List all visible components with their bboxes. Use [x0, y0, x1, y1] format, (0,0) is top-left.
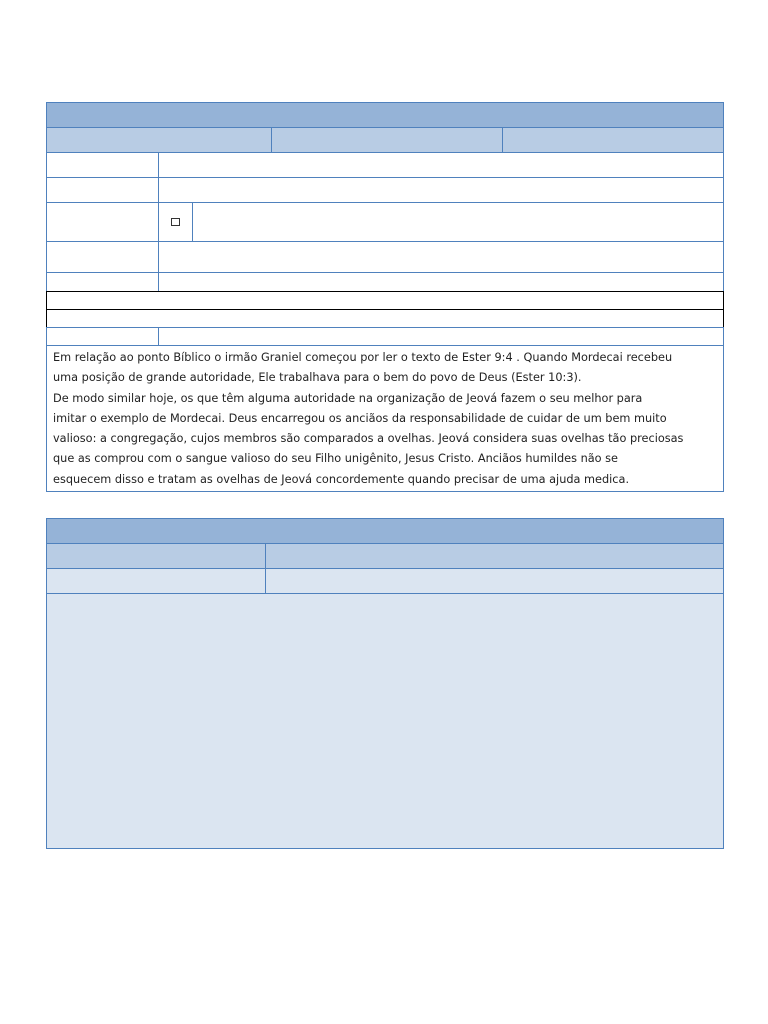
form1-row5-label — [46, 272, 159, 292]
notes-paragraph — [46, 345, 724, 492]
form1-row8-field[interactable] — [158, 327, 724, 346]
form2-row1-field-1[interactable] — [46, 568, 266, 594]
form1-row4-field[interactable] — [158, 241, 724, 273]
form2-notes-area[interactable] — [46, 593, 724, 849]
notes-line-3: De modo similar hoje, os que têm alguma autoridade na organização de Jeová fazem o seu melhor para — [53, 391, 643, 405]
notes-line-2: uma posição de grande autoridade, Ele trabalhava para o bem do povo de Deus (Ester 10:3). — [53, 371, 582, 385]
form1-row1-field[interactable] — [158, 152, 724, 178]
notes-line-5: valioso: a congregação, cujos membros são comparados a ovelhas. Jeová considera suas ovelhas tão preciosas — [53, 432, 684, 446]
form2-row1-field-2[interactable] — [265, 568, 724, 594]
form2-header-cell-1 — [46, 543, 266, 569]
notes-line-6: que as comprou com o sangue valioso do seu Filho unigênito, Jesus Cristo. Anciãos humildes não se — [53, 452, 619, 466]
form1-row6-full[interactable] — [46, 291, 724, 310]
form1-row4-label — [46, 241, 159, 273]
notes-line-4: imitar o exemplo de Mordecai. Deus encarregou os anciãos da responsabilidade de cuidar de um bem muito — [53, 411, 667, 425]
form1-row3-label — [46, 202, 159, 242]
form1-row5-field[interactable] — [158, 272, 724, 292]
form1-checkbox[interactable] — [171, 218, 180, 226]
form1-title-bar — [46, 102, 724, 128]
form1-row2-field[interactable] — [158, 177, 724, 203]
form2-title-bar — [46, 518, 724, 544]
form1-row2-label — [46, 177, 159, 203]
form1-header-cell-1 — [46, 127, 272, 153]
form1-header-cell-3 — [502, 127, 724, 153]
form1-header-cell-2 — [271, 127, 503, 153]
form1-row8-label — [46, 327, 159, 346]
notes-line-1: Em relação ao ponto Bíblico o irmão Graniel começou por ler o texto de Ester 9:4 . Quando Mordecai recebeu — [53, 351, 673, 364]
notes-line-7: esquecem disso e tratam as ovelhas de Jeová concordemente quando precisar de uma ajuda medica. — [53, 472, 630, 486]
form2-header-cell-2 — [265, 543, 724, 569]
form1-row3-field[interactable] — [192, 202, 724, 242]
form1-row1-label — [46, 152, 159, 178]
form1-row7-full[interactable] — [46, 309, 724, 328]
